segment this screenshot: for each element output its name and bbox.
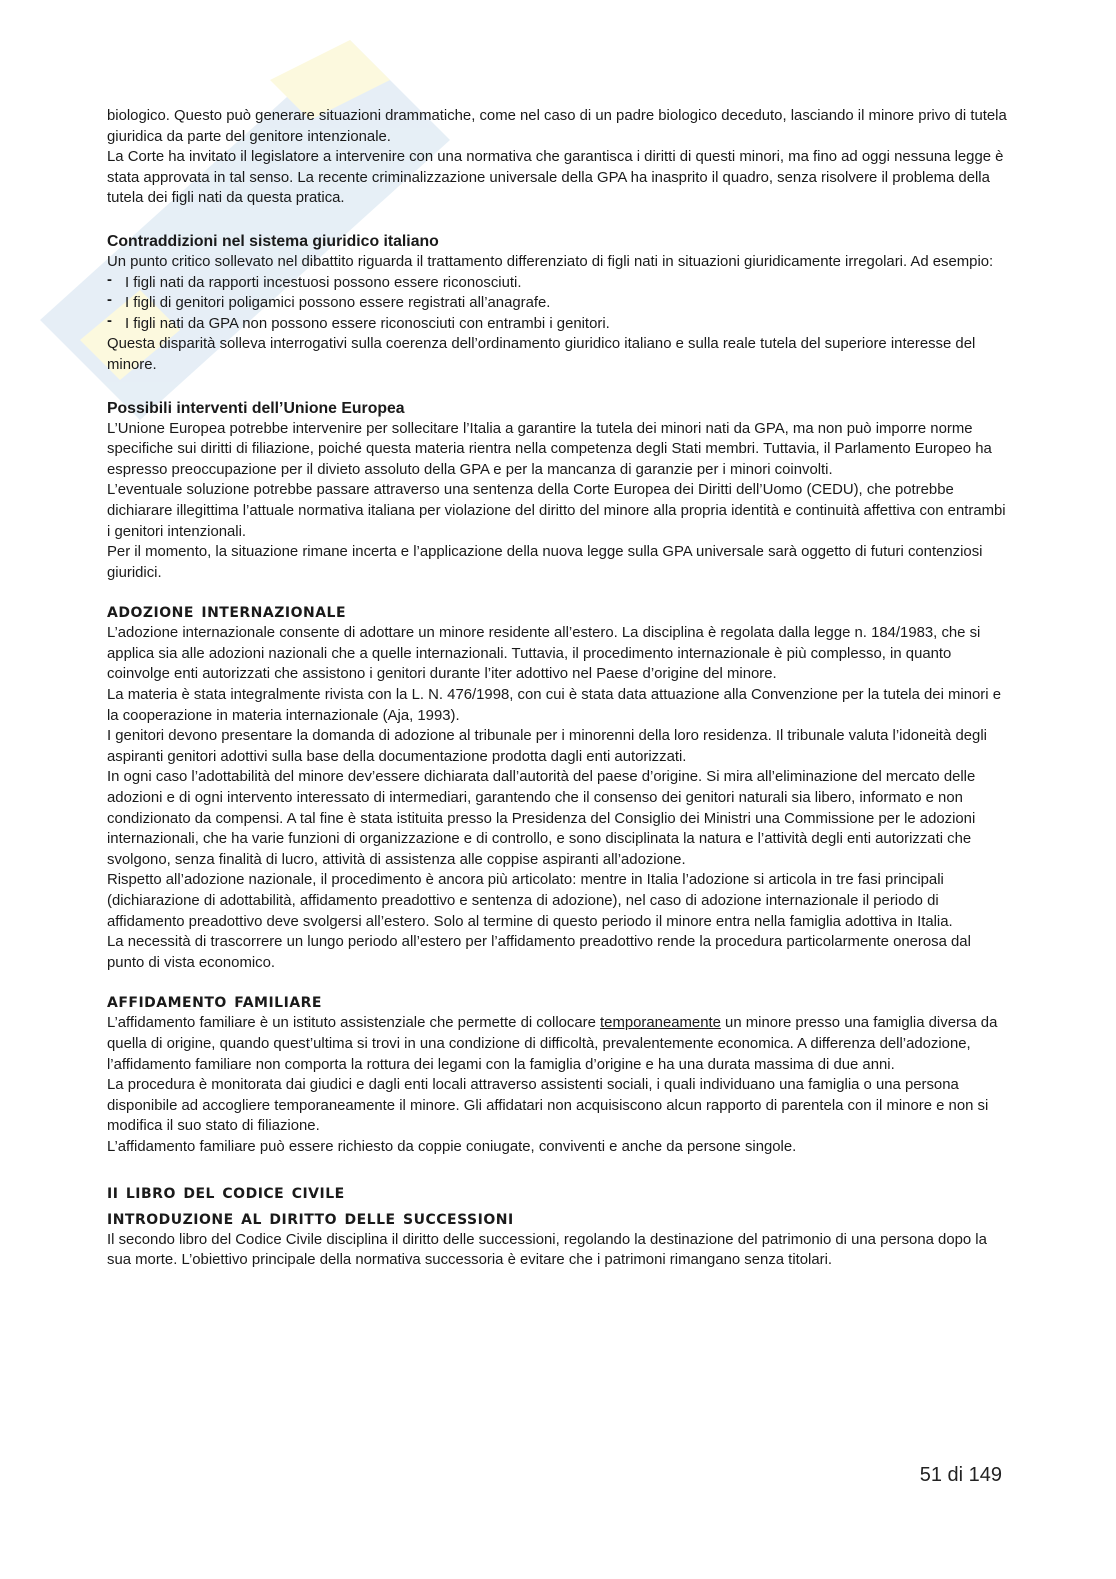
adozione-paragraph-6: La necessità di trascorrere un lungo periodo all’estero per l’affidamento preadottivo rende la procedura particolarmente onerosa dal punto di vista economico. [107, 934, 971, 971]
affidamento-paragraph-2: La procedura è monitorata dai giudici e dagli enti locali attraverso assistenti sociali, i quali individuano una famiglia o una persona disponibile ad accogliere temporaneamente il minore. Gli affidatari non acquisiscono alcun rapporto di parentela con il minore e non si modifica il suo stato di filiazione. [107, 1077, 989, 1135]
heading-affidamento-familiare: affidamento familiare [107, 988, 322, 1013]
document-page [107, 106, 1012, 1271]
list-item: - I figli nati da rapporti incestuosi possono essere riconosciuti. [107, 273, 1012, 294]
underlined-word: temporaneamente [600, 1015, 721, 1032]
adozione-paragraph-4: In ogni caso l’adottabilità del minore dev’essere dichiarata dall’autorità del paese d’origine. Si mira all’eliminazione del mercato delle adozioni e di ogni intervento interessato di intermediari, garantendo che il consenso dei genitori naturali sia libero, informato e non condizionato da compensi. A tal fine è stata istituita presso la Presidenza del Consiglio dei Ministri una Commissione per le adozioni internazionali, che ha varie funzioni di organizzazione e di controllo, e sono disciplinata la natura e l’attività degli enti autorizzati che svolgono, senza finalità di lucro, attività di assistenza alle coppise aspiranti all’adozione. [107, 769, 976, 868]
adozione-paragraph-2: La materia è stata integralmente rivista con la L. N. 476/1998, con cui è stata data attuazione alla Convenzione per la tutela dei minori e la cooperazione in materia internazionale (Aja, 1993). [107, 687, 1001, 724]
adozione-paragraph-3: I genitori devono presentare la domanda di adozione al tribunale per i minorenni della loro residenza. Il tribunale valuta l’idoneità degli aspiranti genitori adottivi sulla base della documentazione prodotta dagli enti autorizzati. [107, 728, 987, 765]
page-number: 51 di 149 [919, 1464, 1002, 1486]
list-item: - I figli nati da GPA non possono essere riconosciuti con entrambi i genitori. [107, 314, 1012, 335]
heading-successioni: introduzione al diritto delle successioni [107, 1204, 514, 1229]
heading-ii-libro: ii libro del codice civile [107, 1178, 345, 1203]
list-item: - I figli di genitori poligamici possono essere registrati all’anagrafe. [107, 293, 1012, 314]
ue-paragraph-1: L’Unione Europea potrebbe intervenire per sollecitare l’Italia a garantire la tutela dei minori nati da GPA, ma non può imporre norme specifiche sui diritti di filiazione, poiché questa materia rientra nella competenza degli Stati membri. Tuttavia, il Parlamento Europeo ha espresso preoccupazione per il divieto assoluto della GPA e per la mancanza di garanzie per i minori coinvolti. [107, 420, 992, 478]
adozione-paragraph-1: L’adozione internazionale consente di adottare un minore residente all’estero. La disciplina è regolata dalla legge n. 184/1983, che si applica sia alle adozioni nazionali che a quelle internazionali. Tuttavia, il procedimento internazionale è più complesso, in quanto coinvolge enti autorizzati che assistono i genitori durante l’iter adottivo nel Paese d’origine del minore. [107, 625, 981, 683]
ue-paragraph-3: Per il momento, la situazione rimane incerta e l’applicazione della nuova legge sulla GPA universale sarà oggetto di futuri contenziosi giuridici. [107, 544, 983, 581]
contraddizioni-paragraph-2: Questa disparità solleva interrogativi sulla coerenza dell’ordinamento giuridico italiano e sulla reale tutela del superiore interesse del minore. [107, 336, 976, 373]
adozione-paragraph-5: Rispetto all’adozione nazionale, il procedimento è ancora più articolato: mentre in Italia l’adozione si articola in tre fasi principali (dichiarazione di adottabilità, affidamento preadottivo e sentenza di adozione), nel caso di adozione internazionale il periodo di affidamento preadottivo deve svolgersi all’estero. Solo al termine di questo periodo il minore entra nella famiglia adottiva in Italia. [107, 872, 953, 930]
section-title-ue: Possibili interventi dell’Unione Europea [107, 399, 405, 417]
ue-paragraph-2: L’eventuale soluzione potrebbe passare attraverso una sentenza della Corte Europea dei Diritti dell’Uomo (CEDU), che potrebbe dichiarare illegittima l’attuale normativa italiana per violazione del diritto del minore alla propria identità e continuità affettiva con entrambi i genitori intenzionali. [107, 482, 1006, 540]
heading-adozione-internazionale: adozione internazionale [107, 598, 347, 623]
section-title-contraddizioni: Contraddizioni nel sistema giuridico italiano [107, 232, 439, 250]
affidamento-paragraph-3: L’affidamento familiare può essere richiesto da coppie coniugate, conviventi e anche da persone singole. [107, 1138, 797, 1155]
intro-paragraph-2: La Corte ha invitato il legislatore a intervenire con una normativa che garantisca i diritti di questi minori, ma fino ad oggi nessuna legge è stata approvata in tal senso. La recente criminalizzazione universale della GPA ha inasprito il quadro, senza risolvere il problema della tutela dei figli nati da questa pratica. [107, 149, 1004, 207]
contraddizioni-paragraph-1: Un punto critico sollevato nel dibattito riguarda il trattamento differenziato di figli nati in situazioni giuridicamente irregolari. Ad esempio: [107, 253, 994, 270]
libro-paragraph-1: Il secondo libro del Codice Civile disciplina il diritto delle successioni, regolando la destinazione del patrimonio di una persona dopo la sua morte. L’obiettivo principale della normativa successoria è evitare che i patrimoni rimangano senza titolari. [107, 1231, 987, 1269]
contraddizioni-list [107, 273, 1012, 335]
intro-paragraph-1: biologico. Questo può generare situazioni drammatiche, come nel caso di un padre biologico deceduto, lasciando il minore privo di tutela giuridica da parte del genitore intenzionale. [107, 108, 1007, 145]
affidamento-paragraph-1: L’affidamento familiare è un istituto assistenziale che permette di collocare temporaneamente un minore presso una famiglia diversa da quella di origine, quando quest’ultima si trovi in una condizione di difficoltà, prevalentemente economica. A differenza dell’adozione, l’affidamento familiare non comporta la rottura dei legami con la famiglia d’origine e ha una durata massima di due anni. [107, 1015, 998, 1073]
